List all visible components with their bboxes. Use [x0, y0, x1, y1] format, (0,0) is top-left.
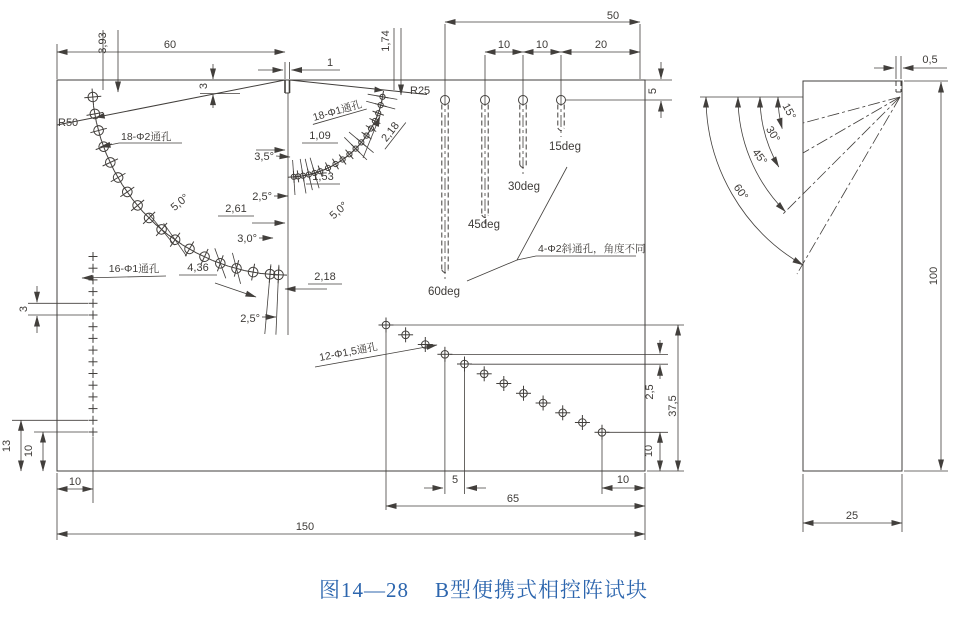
side-angle-45-label: 45° [749, 146, 770, 168]
dim-60-label: 60 [163, 39, 177, 51]
figure-number: 图14—28 [318, 578, 409, 602]
slot-15deg-label: 15deg [549, 141, 581, 153]
dim-50-label: 50 [606, 10, 620, 22]
angle-5-0-inner-label: 5,0° [327, 199, 351, 222]
front-dimensions [12, 22, 684, 540]
dim-2-61-label: 2,61 [225, 203, 247, 215]
angle-5-0-outer-label: 5,0° [168, 191, 192, 214]
dim-10-right-v-label: 10 [643, 444, 655, 458]
slot-60deg-label: 60deg [428, 286, 460, 298]
side-view [700, 56, 948, 532]
dim-slot-width-label: 1 [326, 57, 334, 69]
figure-title: B型便携式相控阵试块 [434, 578, 648, 602]
slot-45deg-label: 45deg [468, 219, 500, 231]
side-angle-60-label: 60° [730, 182, 751, 203]
side-angle-15-label: 15° [779, 101, 798, 122]
dim-0-5-label: 0,5 [922, 54, 938, 66]
dim-10-a-label: 10 [497, 39, 511, 51]
angle-2-5-a-label: 2,5° [252, 191, 272, 203]
dim-150-label: 150 [295, 521, 315, 533]
angle-2-5-b-label: 2,5° [240, 313, 260, 325]
radius-r50-label: R50 [58, 117, 79, 129]
slot-30deg-label: 30deg [508, 181, 540, 193]
side-view-dimensions [803, 56, 948, 532]
side-angle-30-label: 30° [763, 124, 783, 145]
note-12-phi15-label: 12-Φ1,5通孔 [318, 340, 379, 364]
dim-col-3-label: 3 [18, 305, 30, 313]
dim-10-right-h-label: 10 [616, 474, 630, 486]
dim-10-b-label: 10 [535, 39, 549, 51]
dim-65-label: 65 [506, 493, 520, 505]
dim-5-top-right-label: 5 [647, 87, 659, 95]
dim-slot-depth-label: 3 [198, 82, 210, 90]
dim-25-side-label: 25 [845, 510, 859, 522]
dimension-labels [1, 10, 940, 533]
dim-100-label: 100 [928, 266, 940, 286]
dim-4-36-label: 4,36 [187, 262, 209, 274]
dim-10-left-v-label: 10 [23, 444, 35, 458]
dim-1-09-label: 1,09 [309, 130, 331, 142]
radius-r25-label: R25 [410, 85, 431, 97]
dim-20-label: 20 [594, 39, 608, 51]
dim-13-label: 13 [1, 439, 13, 453]
angle-3-5-label: 3,5° [254, 151, 274, 163]
front-diagonal-holes [379, 318, 610, 440]
note-18-phi2-label: 18-Φ2通孔 [121, 131, 172, 143]
dim-1-53-label: 1,53 [312, 171, 334, 183]
note-4-phi2-label: 4-Φ2斜通孔，角度不同 [538, 243, 646, 255]
dim-37-5-label: 37,5 [667, 395, 679, 417]
dim-3-93-label: 3,93 [97, 32, 109, 54]
front-construction-ticks [149, 94, 398, 335]
dim-5-bottom-label: 5 [451, 474, 459, 486]
dim-2-18-outer-label: 2,18 [314, 271, 336, 283]
note-18-phi1-label: 18-Φ1通孔 [311, 98, 364, 124]
dim-2-5-rows-label: 2,5 [644, 384, 656, 400]
note-16-phi1-label: 16-Φ1通孔 [108, 263, 160, 275]
front-hole-column [89, 252, 98, 437]
figure-caption [0, 574, 967, 604]
dim-1-74-label: 1,74 [380, 30, 392, 52]
angle-3-0-label: 3,0° [237, 233, 257, 245]
dim-2-18-inner-label: 2,18 [379, 120, 402, 145]
dim-10-left-h-label: 10 [68, 476, 82, 488]
